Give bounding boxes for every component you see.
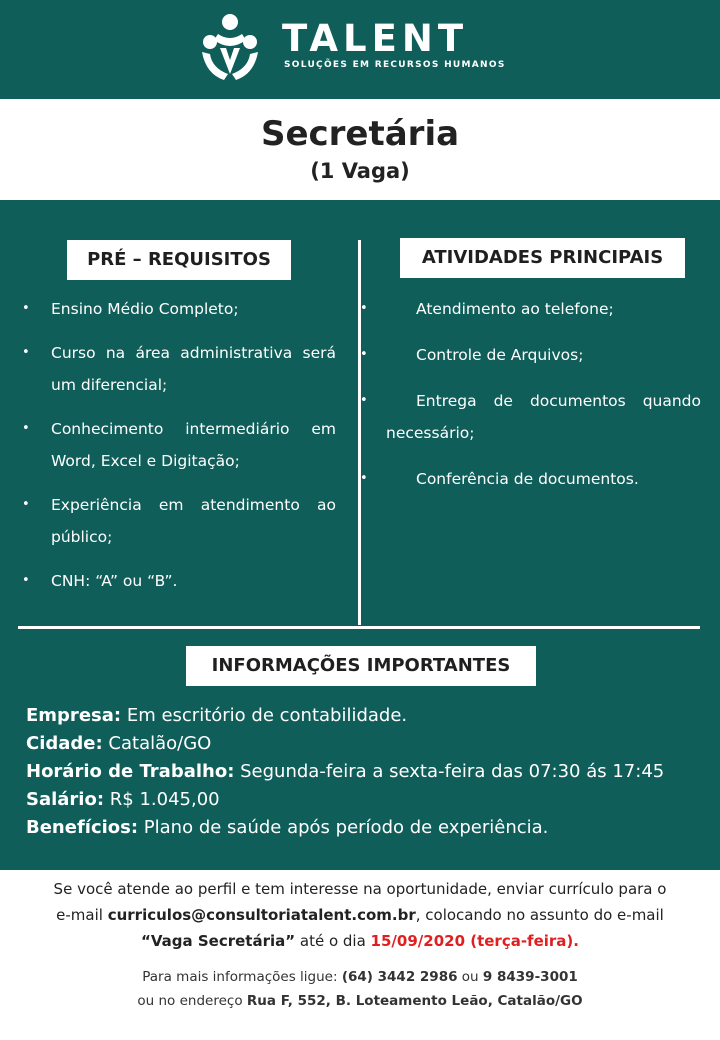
list-item: • Experiência em atendimento ao público;: [22, 496, 336, 546]
list-item: • Conferência de documentos.: [360, 470, 639, 488]
main-panel: [0, 200, 720, 870]
list-item: • CNH: “A” ou “B”.: [22, 572, 178, 590]
info-row-salary: Salário: R$ 1.045,00: [26, 789, 220, 810]
brand-tagline: SOLUÇÕES EM RECURSOS HUMANOS: [284, 60, 506, 70]
footer: [0, 870, 720, 1040]
phone-number-2[interactable]: 9 8439-3001: [482, 969, 578, 985]
activities-list: [360, 293, 701, 509]
list-item: • Controle de Arquivos;: [360, 346, 584, 364]
application-instructions: Se você atende ao perfil e tem interesse na oportunidade, enviar currículo para o e-mail curriculos@consultoriatalent.com.br, colocando no assunto do e-mail “Vaga Secretária” até o dia 15/09/2020 (terça-feira).: [53, 880, 667, 950]
requirements-list: [18, 293, 336, 609]
job-vacancies: (1 Vaga): [310, 159, 410, 183]
deadline-date: 15/09/2020 (terça-feira).: [370, 932, 579, 950]
brand-name: TALENT: [282, 17, 469, 60]
address: Rua F, 552, B. Loteamento Leão, Catalão/GO: [246, 993, 583, 1009]
section-divider: [18, 626, 700, 629]
list-item: • Curso na área administrativa será um diferencial;: [22, 344, 336, 394]
activities-heading: ATIVIDADES PRINCIPAIS: [400, 238, 685, 278]
requirements-heading: PRÉ – REQUISITOS: [67, 240, 291, 280]
info-row-hours: Horário de Trabalho: Segunda-feira a sexta-feira das 07:30 ás 17:45: [26, 761, 665, 782]
info-block: [26, 702, 706, 842]
info-row-benefits: Benefícios: Plano de saúde após período de experiência.: [26, 817, 549, 838]
info-heading: INFORMAÇÕES IMPORTANTES: [186, 646, 536, 686]
contact-info: Para mais informações ligue: (64) 3442 2986 ou 9 8439-3001 ou no endereço Rua F, 552, B. Loteamento Leão, Catalão/GO: [137, 969, 583, 1009]
list-item: • Entrega de documentos quando necessário;: [360, 392, 701, 442]
email-subject: “Vaga Secretária”: [141, 932, 296, 950]
info-row-city: Cidade: Catalão/GO: [26, 733, 212, 754]
list-item: • Atendimento ao telefone;: [360, 300, 614, 318]
list-item: • Ensino Médio Completo;: [22, 300, 239, 318]
job-title: Secretária: [260, 114, 460, 154]
title-area: [0, 99, 720, 200]
header: [0, 0, 720, 99]
list-item: • Conhecimento intermediário em Word, Excel e Digitação;: [22, 420, 336, 470]
email-link[interactable]: curriculos@consultoriatalent.com.br: [107, 906, 416, 924]
phone-number-1[interactable]: (64) 3442 2986: [341, 969, 458, 985]
info-row-company: Empresa: Em escritório de contabilidade.: [26, 705, 408, 726]
talent-logo-icon: [194, 12, 266, 84]
